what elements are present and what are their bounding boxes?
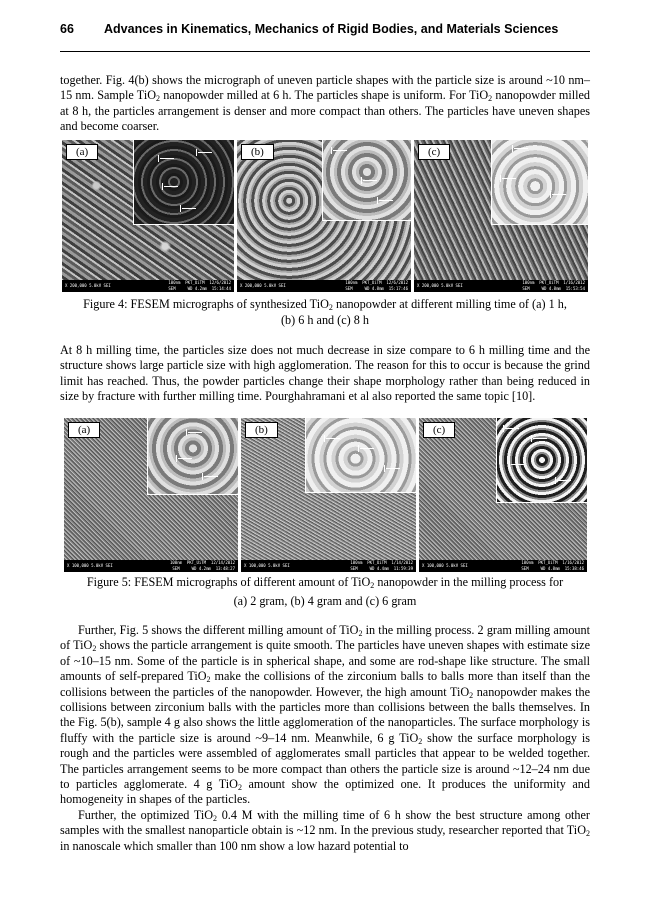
sem-databar bbox=[414, 280, 588, 292]
header-rule bbox=[60, 51, 590, 52]
micrograph-inset bbox=[322, 140, 411, 221]
panel-label: (c) bbox=[418, 144, 450, 160]
size-marker bbox=[164, 186, 178, 187]
sem-databar bbox=[64, 560, 238, 572]
micrograph-inset bbox=[496, 418, 587, 503]
subscript: 2 bbox=[156, 94, 161, 104]
size-marker bbox=[379, 200, 393, 201]
size-marker bbox=[204, 476, 218, 477]
subscript: 2 bbox=[469, 690, 474, 700]
size-marker bbox=[557, 480, 571, 481]
figure-5 bbox=[62, 418, 588, 572]
para3-text: show the surface morphology is rough and the particles were assembled of agglomerates small particles that appear to be welded together. The particles arrangement seems to be more compact than others the particle size is around ~12–24 nm due to particles agglomerate. 4 g TiO bbox=[60, 730, 590, 792]
databar-left: X 200,000 5.0kV SEI bbox=[240, 283, 286, 288]
databar-right: 100nm PKT_UiTM 12/14/2012 SEM WD 4.2mm 13:48:27 bbox=[169, 560, 235, 571]
databar-right: 100nm PKT_UiTM 12/6/2012 SEM WD 4.2mm 15:14:44 bbox=[168, 280, 231, 291]
micrograph-inset bbox=[305, 418, 416, 493]
para4-text: in nanoscale which smaller than 100 nm show a low hazard potential to bbox=[60, 838, 409, 853]
databar-left: X 100,000 5.0kV SEI bbox=[422, 563, 468, 568]
micrograph-4c bbox=[414, 140, 588, 292]
size-marker bbox=[511, 464, 525, 465]
size-marker bbox=[182, 208, 196, 209]
para3-text: shows the particle arrangement is quite smooth. The particles have uneven shapes with estimate size of ~10–15 nm. Some of the particle is in spherical shape, and some are rod-shape like structure. The small amounts of self-prepared TiO bbox=[60, 638, 590, 684]
sem-databar bbox=[237, 280, 411, 292]
databar-left: X 100,000 5.0kV SEI bbox=[244, 563, 290, 568]
databar-right: 100nm PKT_UiTM 1/16/2012 SEM WD 4.8mm 15:53:54 bbox=[522, 280, 585, 291]
subscript: 2 bbox=[488, 94, 493, 104]
size-marker bbox=[326, 438, 340, 439]
databar-right: 100nm PKT_UiTM 1/14/2012 SEM WD 4.4mm 11:59:39 bbox=[350, 560, 413, 571]
sem-databar bbox=[241, 560, 416, 572]
size-marker bbox=[178, 458, 192, 459]
size-marker bbox=[363, 180, 377, 181]
figure-4-caption bbox=[60, 296, 590, 328]
para2-text: At 8 h milling time, the particles size does not much decrease in size compare to 6 h milling time and the structure shows large particle size with high agglomeration. The reason for this to occur is because the grind limit has reached. Thus, the powder particles change their shape morphology rather than being reduced in size by fracture with further milling time. Pourghahramani et al also reported the same topic [10]. bbox=[60, 343, 590, 404]
paragraph-1 bbox=[60, 73, 590, 135]
sem-databar bbox=[419, 560, 587, 572]
subscript: 2 bbox=[213, 813, 218, 823]
subscript: 2 bbox=[92, 644, 97, 654]
size-marker bbox=[533, 438, 547, 439]
databar-left: X 200,000 5.0kV SEI bbox=[417, 283, 463, 288]
panel-label: (b) bbox=[241, 144, 274, 160]
subscript: 2 bbox=[370, 581, 375, 590]
caption-text: nanopowder in the milling process for bbox=[374, 575, 564, 589]
size-marker bbox=[552, 194, 566, 195]
databar-left: X 200,000 5.0kV SEI bbox=[65, 283, 111, 288]
micrograph-4b bbox=[237, 140, 411, 292]
figure-5-caption bbox=[60, 573, 590, 611]
size-marker bbox=[333, 150, 347, 151]
para3-text: Further, Fig. 5 shows the different milling amount of TiO bbox=[78, 623, 359, 637]
caption-text: (b) 6 h and (c) 8 h bbox=[281, 313, 369, 327]
paragraph-2 bbox=[60, 343, 590, 405]
subscript: 2 bbox=[328, 303, 333, 312]
sem-databar bbox=[62, 280, 234, 292]
page-number: 66 bbox=[60, 22, 74, 36]
caption-text: nanopowder at different milling time of (a) 1 h, bbox=[332, 297, 567, 311]
para1-text-3: nanopowder milled at 8 h, the particles arrangement is denser and more compact than others. The particles have uneven shapes and become coarser. bbox=[60, 88, 590, 134]
para4-text: 0.4 M with the milling time of 6 h show the best structure among other samples with the smallest nanoparticle obtain is ~12 nm. In the previous study, researcher reported that TiO bbox=[60, 807, 590, 838]
panel-label: (b) bbox=[245, 422, 278, 438]
micrograph-5c bbox=[419, 418, 587, 572]
journal-title: Advances in Kinematics, Mechanics of Rigid Bodies, and Materials Sciences bbox=[104, 22, 559, 36]
micrograph-5b bbox=[241, 418, 416, 572]
para3-text: make the collisions of the zirconium balls to balls more than itself than the collisions between the particles of the nanopowder. However, the high amount TiO bbox=[60, 669, 590, 699]
panel-label: (a) bbox=[66, 144, 98, 160]
size-marker bbox=[505, 428, 519, 429]
running-header bbox=[60, 22, 590, 36]
size-marker bbox=[160, 158, 174, 159]
caption-text: Figure 4: FESEM micrographs of synthesized TiO bbox=[83, 297, 329, 311]
subscript: 2 bbox=[237, 783, 242, 793]
micrograph-4a bbox=[62, 140, 234, 292]
caption-text: (a) 2 gram, (b) 4 gram and (c) 6 gram bbox=[233, 594, 417, 608]
paragraph-3 bbox=[60, 623, 590, 854]
subscript: 2 bbox=[418, 736, 423, 746]
para3-text: in the milling process. 2 gram milling amount of TiO bbox=[60, 623, 590, 653]
size-marker bbox=[188, 432, 202, 433]
subscript: 2 bbox=[586, 829, 590, 839]
caption-text: Figure 5: FESEM micrographs of different amount of TiO bbox=[86, 575, 371, 589]
micrograph-inset bbox=[491, 140, 588, 225]
databar-right: 100nm PKT_UiTM 12/6/2012 SEM WD 4.8mm 15:17:46 bbox=[345, 280, 408, 291]
panel-label: (a) bbox=[68, 422, 100, 438]
micrograph-inset bbox=[133, 140, 234, 225]
para4-text: Further, the optimized TiO bbox=[78, 807, 214, 822]
size-marker bbox=[502, 178, 516, 179]
para3-text: amount show the optimized one. It produces the uniformity and homogeneity in shapes of the particles. bbox=[60, 777, 590, 807]
panel-label: (c) bbox=[423, 422, 455, 438]
subscript: 2 bbox=[358, 629, 363, 638]
micrograph-5a bbox=[64, 418, 238, 572]
micrograph-inset bbox=[147, 418, 238, 495]
para1-text-1: together. Fig. 4(b) shows the micrograph of uneven particle shapes with the particle size is around ~10 nm–15 nm. Sample TiO bbox=[60, 73, 590, 103]
size-marker bbox=[198, 152, 212, 153]
size-marker bbox=[360, 448, 374, 449]
figure-4 bbox=[62, 140, 588, 292]
size-marker bbox=[386, 468, 400, 469]
databar-right: 100nm PKT_UiTM 1/16/2012 SEM WD 4.8mm 15:38:46 bbox=[521, 560, 584, 571]
databar-left: X 100,000 5.0kV SEI bbox=[67, 563, 113, 568]
para3-text: nanopowder makes the collisions between zirconium balls with the particles more than collisions between the balls themselves. In the Fig. 5(b), sample 4 g also shows the little agglomeration of the nanoparticles. The surface morphology is fluffy with the particle size is around ~9–14 nm. Meanwhile, 6 g TiO bbox=[60, 684, 590, 745]
subscript: 2 bbox=[206, 675, 211, 685]
size-marker bbox=[514, 148, 528, 149]
para1-text-2: nanopowder milled at 6 h. The particles shape is uniform. For TiO bbox=[160, 88, 489, 103]
